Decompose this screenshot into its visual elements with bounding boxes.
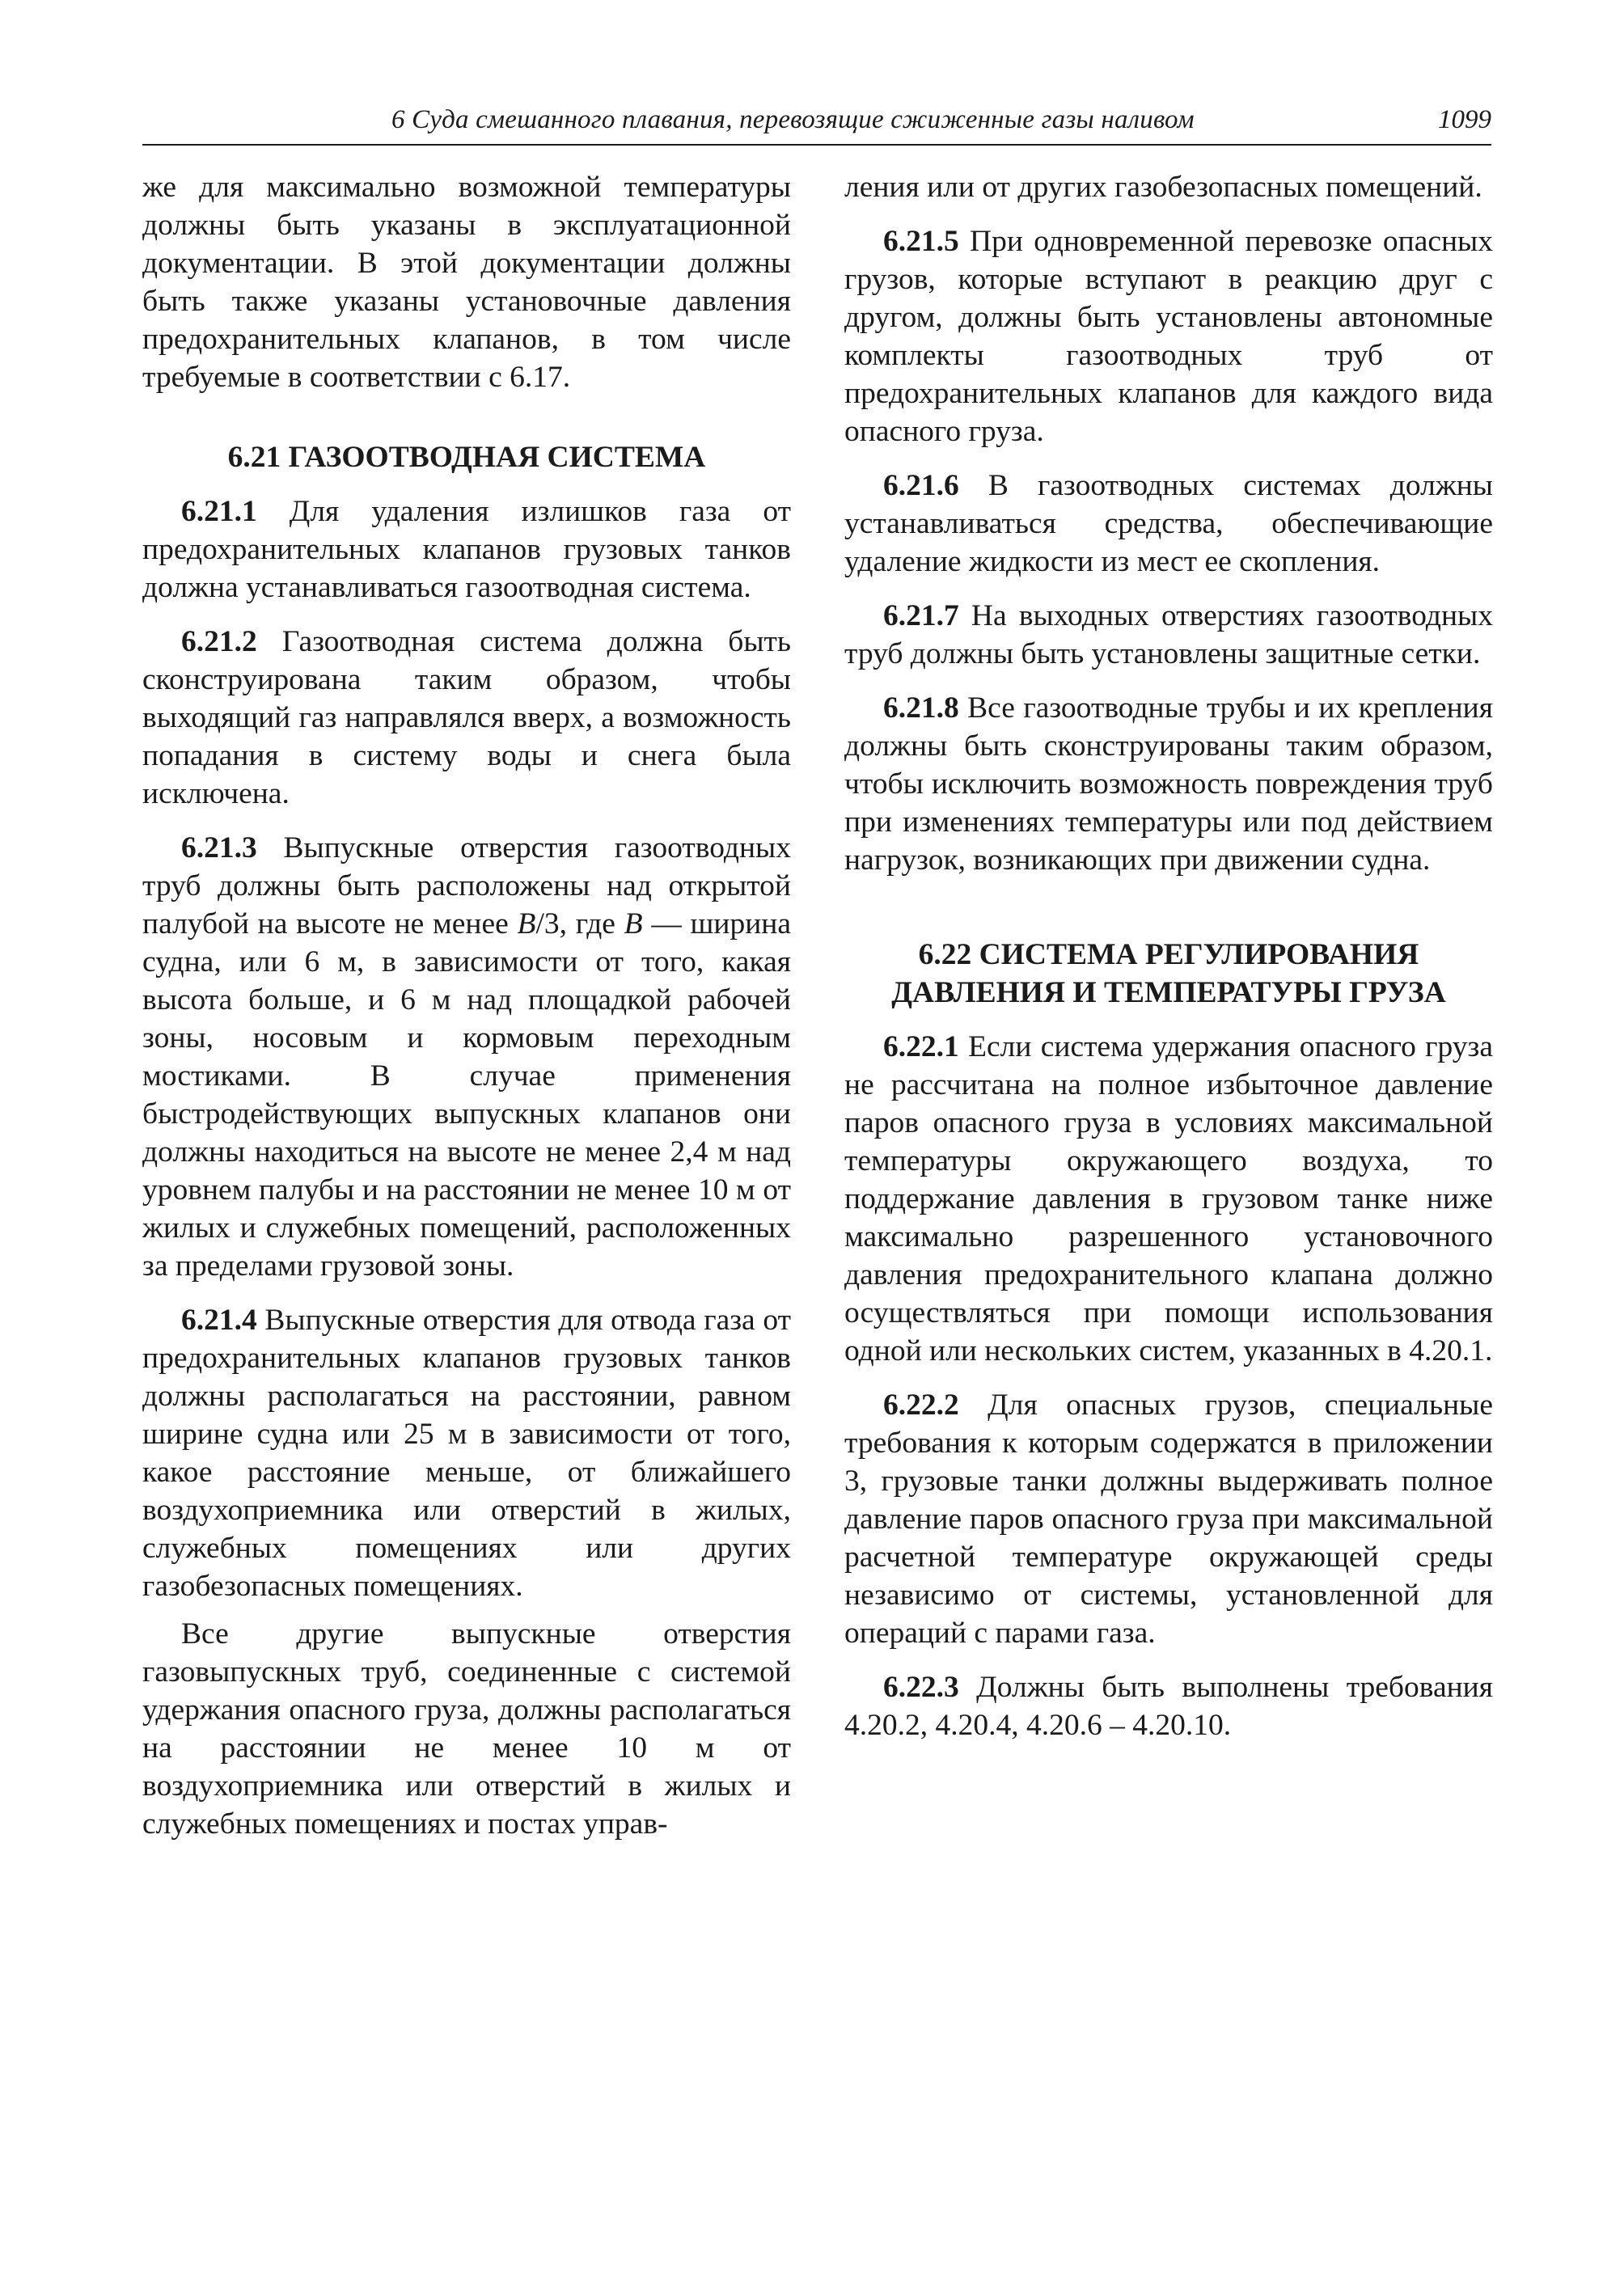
clause-text: Должны быть выполнены требования 4.20.2, 4.20.4, 4.20.6 – 4.20.10. <box>844 1671 1494 1742</box>
clause-number: 6.21.1 <box>181 495 257 528</box>
clause-text: Выпускные отверстия для отвода газа от предохранительных клапанов грузовых танков должны располагаться на расстоянии, равном ширине судна или 25 м в зависимости от того, какое расстояние меньше, от ближайшего воздухоприемника или отверстий в жилых, служебных помещениях или других газобезопасных помещениях. <box>142 1304 791 1603</box>
clause-text: При одновременной перевозке опасных грузов, которые вступают в реакцию друг с другом, должны быть установлены автономные комплекты газоотводных труб от предохранительных клапанов для каждого вида опасного груза. <box>844 225 1493 448</box>
paragraph-intro-continuation: же для максимально возможной температуры должны быть указаны в эксплуатационной документации. В этой документации должны быть также указаны установочные давления предохранительных клапанов, в том числе требуемые в соответствии с 6.17. <box>142 171 791 394</box>
paragraph-6-21-4-continuation: Все другие выпускные отверстия газовыпускных труб, соединенные с системой удержания опасного груза, должны располагаться на расстоянии не менее 10 м от воздухоприемника или отверстий в жилых и служебных помещениях и постах управ- <box>142 1617 791 1841</box>
clause-text: Для удаления излишков газа от предохранительных клапанов грузовых танков должна устанавливаться газоотводная система. <box>142 495 791 604</box>
clause-number: 6.21.3 <box>181 831 257 864</box>
paragraph-6-21-1 <box>142 492 791 607</box>
section-6-22-heading <box>844 936 1493 1012</box>
clause-number: 6.21.5 <box>883 225 959 258</box>
variable-b: B <box>517 907 536 940</box>
paragraph-6-21-2 <box>142 623 791 813</box>
clause-number: 6.22.3 <box>883 1671 959 1704</box>
clause-text-c: — ширина судна, или 6 м, в зависимости от того, какая высота больше, и 6 м над площадкой рабочей зоны, носовым и кормовым переходным мостиками. В случае применения быстродействующих выпускных клапанов они должны находиться на высоте не менее 2,4 м над уровнем палубы и на расстоянии не менее 10 м от жилых и служебных помещений, расположенных за пределами грузовой зоны. <box>142 907 792 1283</box>
clause-number: 6.22.1 <box>883 1030 959 1063</box>
clause-number: 6.21.2 <box>181 625 257 658</box>
heading-line-1: 6.22 СИСТЕМА РЕГУЛИРОВАНИЯ <box>918 938 1419 971</box>
paragraph-6-22-2 <box>844 1386 1493 1652</box>
paragraph-6-22-3 <box>844 1668 1493 1744</box>
paragraph-6-21-7 <box>844 597 1493 673</box>
left-column <box>142 168 791 1843</box>
clause-text: Для опасных грузов, специальные требования к которым содержатся в приложении 3, грузовые танки должны выдерживать полное давление паров опасного груза при максимальной расчетной температуре окружающей среды независимо от системы, установленной для операций с парами газа. <box>844 1389 1494 1650</box>
clause-text-b: /3, где <box>535 907 624 940</box>
clause-text-a: Выпускные отверстия газоотводных труб должны быть расположены над открытой палубой на высоте не менее <box>142 831 791 940</box>
clause-number: 6.21.8 <box>883 691 959 725</box>
clause-number: 6.22.2 <box>883 1389 959 1422</box>
clause-text: На выходных отверстиях газоотводных труб должны быть установлены защитные сетки. <box>844 599 1493 670</box>
paragraph-6-21-5 <box>844 222 1493 450</box>
running-header <box>142 100 1491 146</box>
clause-number: 6.21.4 <box>181 1304 257 1337</box>
right-column <box>844 168 1493 1744</box>
heading-line-2: ДАВЛЕНИЯ И ТЕМПЕРАТУРЫ ГРУЗА <box>891 976 1446 1009</box>
variable-b: B <box>624 907 643 940</box>
paragraph-6-22-1 <box>844 1028 1493 1370</box>
clause-text: Если система удержания опасного груза не рассчитана на полное избыточное давление паров опасного груза в условиях максимальной температуры окружающего воздуха, то поддержание давления в грузовом танке ниже максимально разрешенного установочного давления предохранительного клапана должно осуществляться при помощи использования одной или нескольких систем, указанных в 4.20.1. <box>844 1030 1493 1367</box>
clause-text: Газоотводная система должна быть сконструирована таким образом, чтобы выходящий газ направлялся вверх, а возможность попадания в систему воды и снега была исключена. <box>142 625 792 810</box>
clause-number: 6.21.6 <box>883 469 959 502</box>
clause-text: Все газоотводные трубы и их крепления должны быть сконструированы таким образом, чтобы исключить возможность повреждения труб при изменениях температуры или под действием нагрузок, возникающих при движении судна. <box>844 691 1493 877</box>
header-chapter-title: 6 Суда смешанного плавания, перевозящие сжиженные газы наливом <box>391 105 1195 134</box>
paragraph-6-21-8 <box>844 689 1493 879</box>
paragraph-6-21-3 <box>142 829 791 1285</box>
paragraph-continuation: ления или от других газобезопасных помещений. <box>844 171 1482 204</box>
paragraph-6-21-6 <box>844 467 1493 581</box>
clause-number: 6.21.7 <box>883 599 959 632</box>
section-6-21-heading: 6.21 ГАЗООТВОДНАЯ СИСТЕМА <box>227 441 706 474</box>
paragraph-6-21-4 <box>142 1301 791 1605</box>
clause-text: В газоотводных системах должны устанавливаться средства, обеспечивающие удаление жидкости из мест ее скопления. <box>844 469 1494 578</box>
page-number: 1099 <box>1438 105 1491 134</box>
